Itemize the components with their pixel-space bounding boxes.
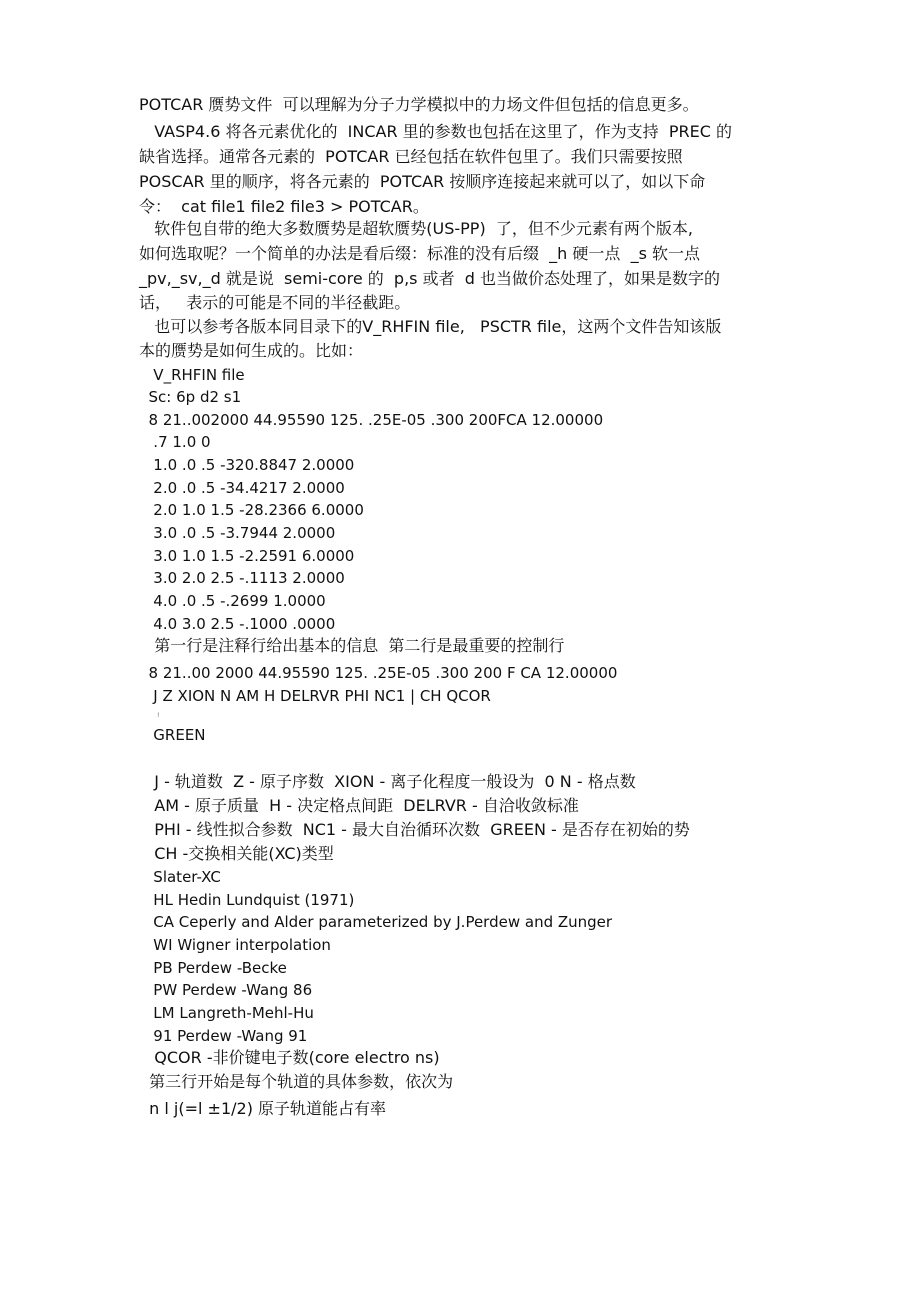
code-line: Slater-XC xyxy=(139,868,221,886)
code-line: 1.0 .0 .5 -320.8847 2.0000 xyxy=(139,456,355,474)
code-line: 4.0 3.0 2.5 -.1000 .0000 xyxy=(139,615,336,633)
code-line: J Z XION N AM H DELRVR PHI NC1 | CH QCOR xyxy=(139,687,491,705)
text-line: 第三行开始是每个轨道的具体参数，依次为 xyxy=(139,1072,454,1091)
text-line: 也可以参考各版本同目录下的V_RHFIN file, PSCTR file，这两个文件告知该版 xyxy=(139,317,722,336)
code-line: 3.0 .0 .5 -3.7944 2.0000 xyxy=(139,524,336,542)
text-line: 令： cat file1 file2 file3 > POTCAR。 xyxy=(139,197,429,216)
code-line: 2.0 .0 .5 -34.4217 2.0000 xyxy=(139,479,345,497)
code-line: 2.0 1.0 1.5 -28.2366 6.0000 xyxy=(139,501,364,519)
code-line: 8 21..002000 44.95590 125. .25E-05 .300 200FCA 12.00000 xyxy=(139,411,604,429)
code-line: Sc: 6p d2 s1 xyxy=(139,388,242,406)
text-line: 缺省选择。通常各元素的 POTCAR 已经包括在软件包里了。我们只需要按照 xyxy=(139,147,683,166)
text-line: n l j(=l ±1/2) 原子轨道能占有率 xyxy=(139,1099,387,1118)
text-line: 如何选取呢？一个简单的办法是看后缀：标准的没有后缀 _h 硬一点 _s 软一点 xyxy=(139,244,700,263)
code-line: CA Ceperly and Alder parameterized by J.Perdew and Zunger xyxy=(139,913,613,931)
code-line: 91 Perdew -Wang 91 xyxy=(139,1027,308,1045)
code-line: LM Langreth-Mehl-Hu xyxy=(139,1004,314,1022)
code-line: HL Hedin Lundquist (1971) xyxy=(139,891,355,909)
text-line: QCOR -非价键电子数(core electro ns) xyxy=(139,1048,440,1067)
code-line: 4.0 .0 .5 -.2699 1.0000 xyxy=(139,592,326,610)
text-line: 本的赝势是如何生成的。比如： xyxy=(139,341,364,360)
text-line: PHI - 线性拟合参数 NC1 - 最大自治循环次数 GREEN - 是否存在初始的势 xyxy=(139,820,690,839)
text-line: CH -交换相关能(XC)类型 xyxy=(139,844,334,863)
text-line: AM - 原子质量 H - 决定格点间距 DELRVR - 自洽收敛标准 xyxy=(139,796,579,815)
text-line: 软件包自带的绝大多数赝势是超软赝势(US-PP) 了，但不少元素有两个版本, xyxy=(139,219,693,238)
code-line: WI Wigner interpolation xyxy=(139,936,331,954)
code-line: PW Perdew -Wang 86 xyxy=(139,981,313,999)
code-line: 3.0 1.0 1.5 -2.2591 6.0000 xyxy=(139,547,355,565)
text-line: POTCAR 赝势文件 可以理解为分子力学模拟中的力场文件但包括的信息更多。 xyxy=(139,95,699,114)
code-line: PB Perdew -Becke xyxy=(139,959,287,977)
text-line: _pv,_sv,_d 就是说 semi-core 的 p,s 或者 d 也当做价态处理了，如果是数字的 xyxy=(139,269,720,288)
code-line: 8 21..00 2000 44.95590 125. .25E-05 .300 200 F CA 12.00000 xyxy=(139,664,618,682)
code-line: .7 1.0 0 xyxy=(139,433,211,451)
code-line: V_RHFIN file xyxy=(139,366,245,384)
text-line: 第一行是注释行给出基本的信息 第二行是最重要的控制行 xyxy=(139,636,565,655)
code-line: GREEN xyxy=(139,726,206,744)
text-line: J - 轨道数 Z - 原子序数 XION - 离子化程度一般设为 0 N - 格点数 xyxy=(139,772,636,791)
text-line: POSCAR 里的顺序，将各元素的 POTCAR 按顺序连接起来就可以了，如以下命 xyxy=(139,172,706,191)
small-mark: ! xyxy=(157,712,160,719)
text-line: 话， 表示的可能是不同的半径截距。 xyxy=(139,293,411,312)
text-line: VASP4.6 将各元素优化的 INCAR 里的参数也包括在这里了，作为支持 PREC 的 xyxy=(139,122,732,141)
code-line: 3.0 2.0 2.5 -.1113 2.0000 xyxy=(139,569,345,587)
